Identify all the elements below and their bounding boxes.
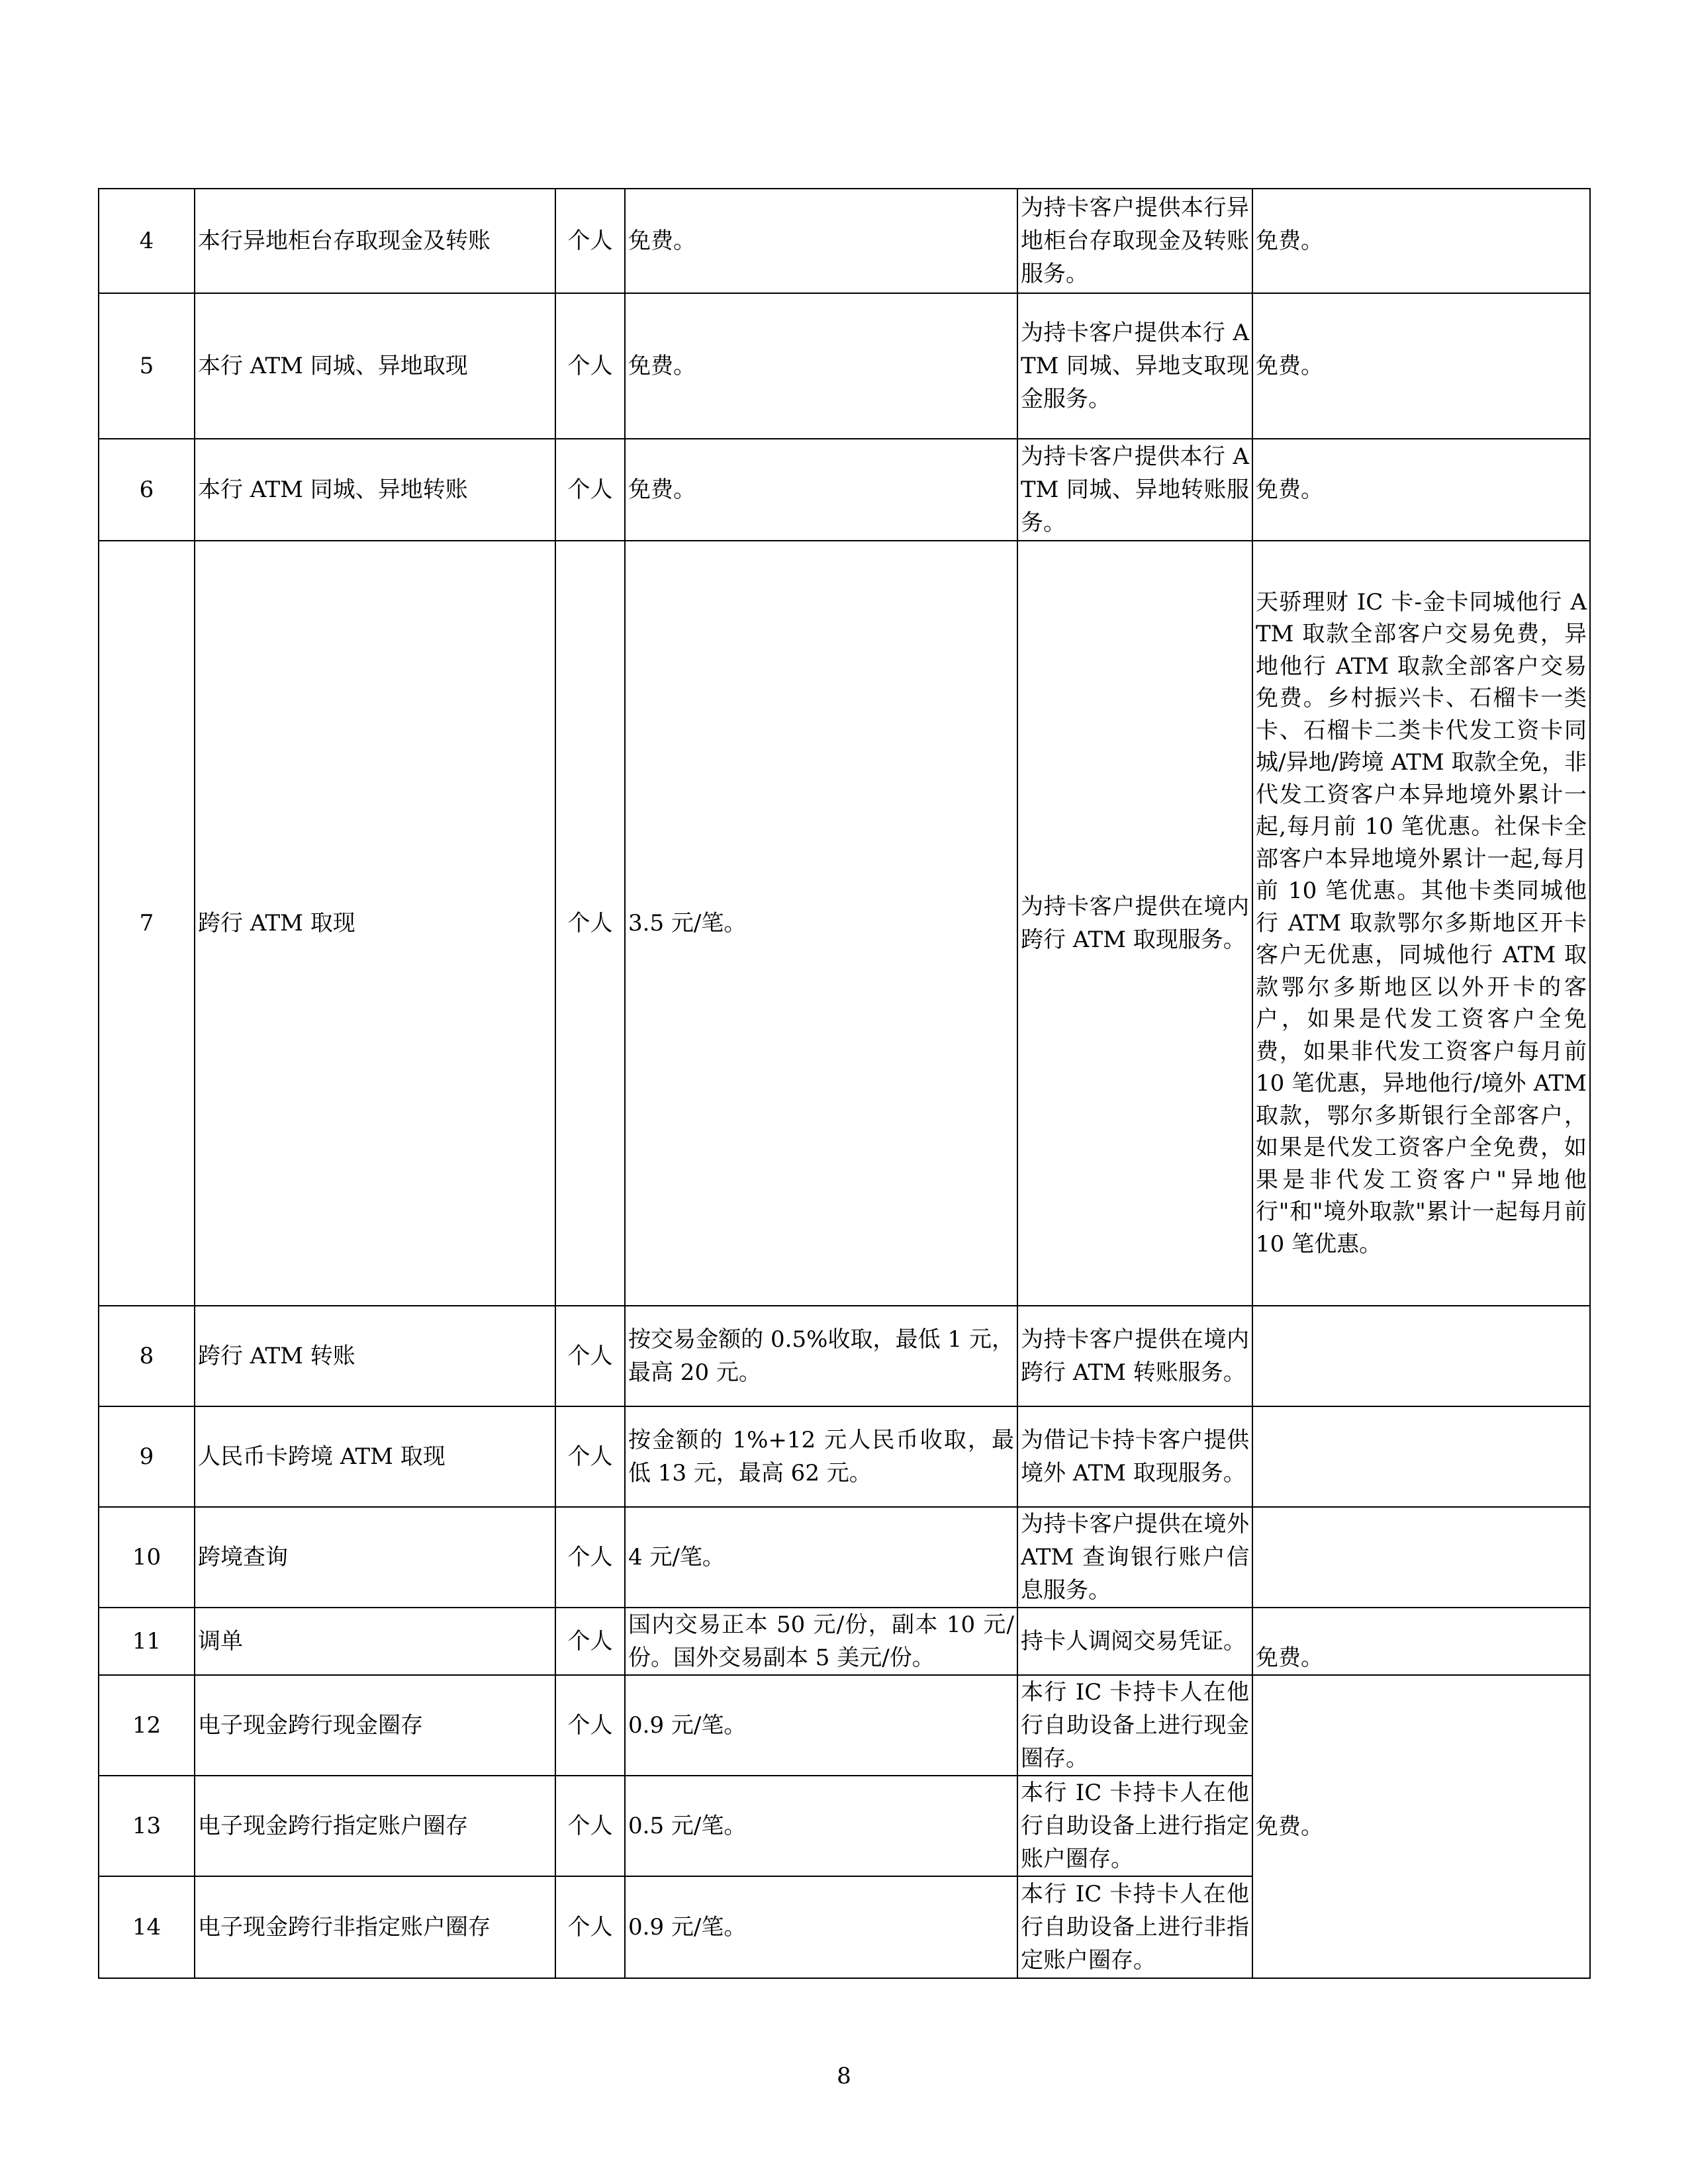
- service-name: 人民币卡跨境 ATM 取现: [195, 1406, 555, 1507]
- row-number: 13: [99, 1776, 195, 1876]
- preferential-policy: [1252, 1306, 1590, 1406]
- service-target: 个人: [555, 1608, 625, 1675]
- service-target: 个人: [555, 1675, 625, 1776]
- service-description: 本行 IC 卡持卡人在他行自助设备上进行现金圈存。: [1017, 1675, 1252, 1776]
- service-description: 为借记卡持卡客户提供境外 ATM 取现服务。: [1017, 1406, 1252, 1507]
- service-description: 为持卡客户提供在境内跨行 ATM 转账服务。: [1017, 1306, 1252, 1406]
- preferential-policy: [1252, 1507, 1590, 1608]
- service-name: 跨行 ATM 转账: [195, 1306, 555, 1406]
- service-name: 调单: [195, 1608, 555, 1675]
- preferential-policy: 免费。: [1252, 1608, 1590, 1675]
- service-name: 电子现金跨行指定账户圈存: [195, 1776, 555, 1876]
- preferential-policy: 天骄理财 IC 卡-金卡同城他行 ATM 取款全部客户交易免费，异地他行 ATM 取款全部客户交易免费。乡村振兴卡、石榴卡一类卡、石榴卡二类卡代发工资卡同城/异地/跨境 ATM 取款全免，非代发工资客户本异地境外累计一起,每月前 10 笔优惠。社保卡全部客户本异地境外累计一起,每月前 10 笔优惠。其他卡类同城他行 ATM 取款鄂尔多斯地区开卡客户无优惠，同城他行 ATM 取款鄂尔多斯地区以外开卡的客户，如果是代发工资客户全免费，如果非代发工资客户每月前 10 笔优惠，异地他行/境外 ATM 取款，鄂尔多斯银行全部客户，如果是代发工资客户全免费，如果是非代发工资客户"异地他行"和"境外取款"累计一起每月前 10 笔优惠。: [1252, 541, 1590, 1306]
- table-row: [99, 1608, 1590, 1675]
- table-row: [99, 1306, 1590, 1406]
- service-description: 为持卡客户提供本行 ATM 同城、异地支取现金服务。: [1017, 293, 1252, 439]
- row-number: 4: [99, 189, 195, 293]
- fee-standard: 3.5 元/笔。: [625, 541, 1017, 1306]
- service-description: 为持卡客户提供在境内跨行 ATM 取现服务。: [1017, 541, 1252, 1306]
- fee-standard: 免费。: [625, 293, 1017, 439]
- service-name: 电子现金跨行现金圈存: [195, 1675, 555, 1776]
- service-target: 个人: [555, 293, 625, 439]
- service-name: 跨境查询: [195, 1507, 555, 1608]
- preferential-policy: [1252, 1406, 1590, 1507]
- fee-standard: 0.5 元/笔。: [625, 1776, 1017, 1876]
- fee-standard: 4 元/笔。: [625, 1507, 1017, 1608]
- row-number: 12: [99, 1675, 195, 1776]
- preferential-policy: 免费。: [1252, 293, 1590, 439]
- service-target: 个人: [555, 1406, 625, 1507]
- table-row: [99, 1675, 1590, 1776]
- preferential-policy: 免费。: [1252, 439, 1590, 541]
- service-name: 本行 ATM 同城、异地转账: [195, 439, 555, 541]
- service-target: 个人: [555, 1876, 625, 1978]
- table-row: [99, 1406, 1590, 1507]
- row-number: 8: [99, 1306, 195, 1406]
- service-description: 本行 IC 卡持卡人在他行自助设备上进行非指定账户圈存。: [1017, 1876, 1252, 1978]
- service-target: 个人: [555, 1776, 625, 1876]
- row-number: 11: [99, 1608, 195, 1675]
- service-target: 个人: [555, 1507, 625, 1608]
- service-target: 个人: [555, 541, 625, 1306]
- service-target: 个人: [555, 439, 625, 541]
- fee-table: [98, 188, 1591, 1979]
- table-row: [99, 439, 1590, 541]
- service-description: 本行 IC 卡持卡人在他行自助设备上进行指定账户圈存。: [1017, 1776, 1252, 1876]
- preferential-policy: 免费。: [1252, 189, 1590, 293]
- table-row: [99, 293, 1590, 439]
- fee-standard: 按交易金额的 0.5%收取，最低 1 元，最高 20 元。: [625, 1306, 1017, 1406]
- row-number: 6: [99, 439, 195, 541]
- service-description: 持卡人调阅交易凭证。: [1017, 1608, 1252, 1675]
- page-number: 8: [837, 2063, 851, 2089]
- fee-standard: 按金额的 1%+12 元人民币收取，最低 13 元，最高 62 元。: [625, 1406, 1017, 1507]
- service-target: 个人: [555, 189, 625, 293]
- fee-standard: 免费。: [625, 439, 1017, 541]
- preferential-policy-merged: 免费。: [1252, 1675, 1590, 1978]
- row-number: 10: [99, 1507, 195, 1608]
- table-row: [99, 189, 1590, 293]
- service-name: 本行异地柜台存取现金及转账: [195, 189, 555, 293]
- fee-standard: 0.9 元/笔。: [625, 1675, 1017, 1776]
- service-target: 个人: [555, 1306, 625, 1406]
- service-name: 本行 ATM 同城、异地取现: [195, 293, 555, 439]
- fee-standard: 免费。: [625, 189, 1017, 293]
- service-name: 跨行 ATM 取现: [195, 541, 555, 1306]
- fee-standard: 0.9 元/笔。: [625, 1876, 1017, 1978]
- service-name: 电子现金跨行非指定账户圈存: [195, 1876, 555, 1978]
- table-row: [99, 541, 1590, 1306]
- table-row: [99, 1507, 1590, 1608]
- row-number: 5: [99, 293, 195, 439]
- fee-standard: 国内交易正本 50 元/份，副本 10 元/份。国外交易副本 5 美元/份。: [625, 1608, 1017, 1675]
- service-description: 为持卡客户提供本行 ATM 同城、异地转账服务。: [1017, 439, 1252, 541]
- row-number: 9: [99, 1406, 195, 1507]
- service-description: 为持卡客户提供本行异地柜台存取现金及转账服务。: [1017, 189, 1252, 293]
- service-description: 为持卡客户提供在境外 ATM 查询银行账户信息服务。: [1017, 1507, 1252, 1608]
- row-number: 14: [99, 1876, 195, 1978]
- row-number: 7: [99, 541, 195, 1306]
